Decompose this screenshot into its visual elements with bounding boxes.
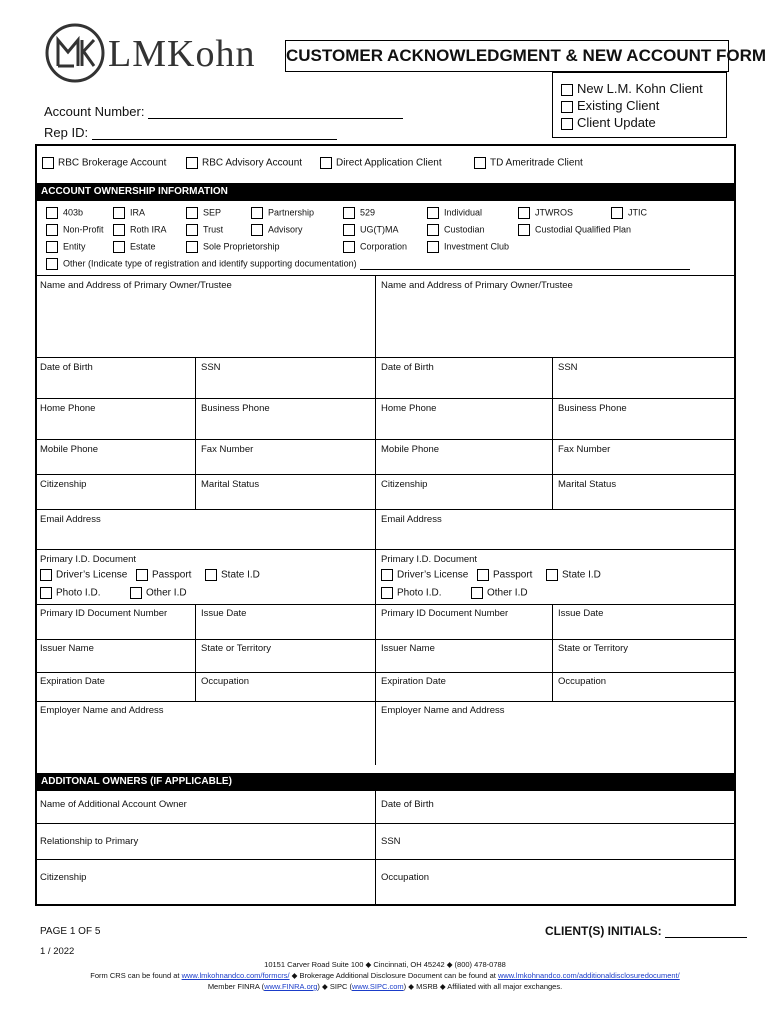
business-phone-label: Business Phone (558, 403, 627, 414)
expiration-label: Expiration Date (381, 676, 446, 687)
checkbox[interactable] (381, 587, 393, 599)
other-line[interactable] (360, 269, 690, 270)
checkbox[interactable] (186, 224, 198, 236)
grid-line (35, 275, 736, 276)
primary-name-address-label: Name and Address of Primary Owner/Trustee (381, 280, 573, 291)
state-label: State or Territory (558, 643, 629, 654)
dob-label: Date of Birth (40, 362, 93, 373)
client-option-update[interactable]: Client Update (561, 115, 656, 130)
grid-line (35, 439, 736, 440)
checkbox[interactable] (113, 224, 125, 236)
client-initials-field[interactable]: CLIENT(S) INITIALS: (545, 924, 747, 938)
marital-status-label: Marital Status (558, 479, 617, 490)
ownership-jtic[interactable]: JTIC (611, 207, 647, 219)
grid-line (35, 672, 736, 673)
ownership-sep[interactable]: SEP (186, 207, 221, 219)
sipc-link[interactable]: www.SIPC.com (351, 982, 404, 991)
dob-label: Date of Birth (381, 362, 434, 373)
employer-label: Employer Name and Address (381, 705, 505, 716)
id-passport[interactable]: Passport (136, 569, 191, 581)
checkbox[interactable] (343, 224, 355, 236)
checkbox[interactable] (205, 569, 217, 581)
grid-line (35, 604, 736, 605)
checkbox[interactable] (343, 207, 355, 219)
checkbox[interactable] (186, 207, 198, 219)
ownership-custodian[interactable]: Custodian (427, 224, 485, 236)
checkbox[interactable] (113, 241, 125, 253)
ownership-advisory[interactable]: Advisory (251, 224, 303, 236)
additional-dob-label: Date of Birth (381, 799, 434, 810)
grid-divider (552, 604, 553, 701)
account-type-direct[interactable]: Direct Application Client (320, 157, 442, 169)
email-label: Email Address (381, 514, 442, 525)
checkbox[interactable] (113, 207, 125, 219)
account-number-line[interactable] (148, 118, 403, 119)
grid-line (35, 509, 736, 510)
checkbox[interactable] (186, 241, 198, 253)
client-option-new[interactable]: New L.M. Kohn Client (561, 81, 703, 96)
rep-id-line[interactable] (92, 139, 337, 140)
checkbox[interactable] (518, 224, 530, 236)
checkbox[interactable] (471, 587, 483, 599)
ownership-investment-club[interactable]: Investment Club (427, 241, 509, 253)
additional-citizenship-label: Citizenship (40, 872, 87, 883)
additional-occupation-label: Occupation (381, 872, 430, 883)
id-drivers-license[interactable]: Driver’s License (40, 569, 127, 581)
finra-link[interactable]: www.FINRA.org (264, 982, 318, 991)
occupation-label: Occupation (201, 676, 250, 687)
checkbox[interactable] (561, 101, 573, 113)
issuer-label: Issuer Name (381, 643, 435, 654)
ownership-other[interactable]: Other (Indicate type of registration and identify supporting documentation) (46, 258, 690, 270)
checkbox[interactable] (381, 569, 393, 581)
logo-emblem-icon (44, 22, 106, 84)
checkbox[interactable] (611, 207, 623, 219)
checkbox[interactable] (474, 157, 486, 169)
checkbox[interactable] (561, 118, 573, 130)
grid-line (35, 639, 736, 640)
ownership-sole-proprietorship[interactable]: Sole Proprietorship (186, 241, 280, 253)
ownership-individual[interactable]: Individual (427, 207, 482, 219)
fax-label: Fax Number (558, 444, 611, 455)
checkbox[interactable] (46, 224, 58, 236)
additional-ssn-label: SSN (381, 836, 401, 847)
client-status-box (552, 72, 727, 138)
grid-divider (552, 357, 553, 509)
checkbox[interactable] (46, 258, 58, 270)
footer-address: 10151 Carver Road Suite 100 ◆ Cincinnati, OH 45242 ◆ (800) 478-0788 (264, 960, 506, 969)
ownership-estate[interactable]: Estate (113, 241, 156, 253)
ownership-trust[interactable]: Trust (186, 224, 223, 236)
grid-line (35, 357, 736, 358)
checkbox[interactable] (186, 157, 198, 169)
account-type-rbc-brokerage[interactable]: RBC Brokerage Account (42, 157, 166, 169)
grid-line (35, 398, 736, 399)
expiration-label: Expiration Date (40, 676, 105, 687)
id-passport[interactable]: Passport (477, 569, 532, 581)
checkbox[interactable] (251, 207, 263, 219)
id-drivers-license[interactable]: Driver’s License (381, 569, 468, 581)
grid-divider (195, 604, 196, 701)
checkbox[interactable] (518, 207, 530, 219)
checkbox[interactable] (320, 157, 332, 169)
rep-id-field[interactable]: Rep ID: (44, 125, 337, 140)
checkbox[interactable] (40, 569, 52, 581)
client-option-existing[interactable]: Existing Client (561, 98, 659, 113)
ownership-section-header: ACCOUNT OWNERSHIP INFORMATION (35, 183, 736, 201)
form-crs-link[interactable]: www.lmkohnandco.com/formcrs/ (181, 971, 290, 980)
footer-disclosures: Form CRS can be found at www.lmkohnandco.com/formcrs/ ◆ Brokerage Additional Disclosure Document can be found at www.lmkohnandco.com/additionaldisclosuredocument/ (90, 971, 680, 980)
id-number-label: Primary ID Document Number (381, 608, 509, 619)
page-number: PAGE 1 OF 5 (40, 926, 101, 937)
ownership-non-profit[interactable]: Non-Profit (46, 224, 104, 236)
ownership-custodial-qualified-plan[interactable]: Custodial Qualified Plan (518, 224, 631, 236)
ownership-ira[interactable]: IRA (113, 207, 145, 219)
mobile-phone-label: Mobile Phone (40, 444, 99, 455)
occupation-label: Occupation (558, 676, 607, 687)
account-type-rbc-advisory[interactable]: RBC Advisory Account (186, 157, 302, 169)
id-photo[interactable]: Photo I.D. (40, 587, 100, 599)
checkbox[interactable] (561, 84, 573, 96)
id-number-label: Primary ID Document Number (40, 608, 168, 619)
business-phone-label: Business Phone (201, 403, 270, 414)
id-state[interactable]: State I.D (205, 569, 260, 581)
grid-divider (375, 791, 376, 905)
additional-owner-name-label: Name of Additional Account Owner (40, 799, 187, 810)
ssn-label: SSN (201, 362, 221, 373)
ownership-529[interactable]: 529 (343, 207, 375, 219)
home-phone-label: Home Phone (40, 403, 96, 414)
checkbox[interactable] (136, 569, 148, 581)
ssn-label: SSN (558, 362, 578, 373)
checkbox[interactable] (546, 569, 558, 581)
id-other[interactable]: Other I.D (471, 587, 528, 599)
id-other[interactable]: Other I.D (130, 587, 187, 599)
account-type-td-ameritrade[interactable]: TD Ameritrade Client (474, 157, 583, 169)
checkbox[interactable] (42, 157, 54, 169)
marital-status-label: Marital Status (201, 479, 260, 490)
fax-label: Fax Number (201, 444, 254, 455)
footer-memberships: Member FINRA (www.FINRA.org) ◆ SIPC (www.SIPC.com) ◆ MSRB ◆ Affiliated with all major exchanges. (207, 982, 563, 991)
grid-divider (195, 357, 196, 509)
id-state[interactable]: State I.D (546, 569, 601, 581)
grid-line (35, 859, 736, 860)
checkbox[interactable] (251, 224, 263, 236)
ownership-ugtma[interactable]: UG(T)MA (343, 224, 399, 236)
ownership-corporation[interactable]: Corporation (343, 241, 407, 253)
employer-label: Employer Name and Address (40, 705, 164, 716)
grid-line (35, 549, 736, 550)
relationship-label: Relationship to Primary (40, 836, 139, 847)
checkbox[interactable] (477, 569, 489, 581)
grid-line (35, 823, 736, 824)
home-phone-label: Home Phone (381, 403, 437, 414)
checkbox[interactable] (427, 224, 439, 236)
ownership-entity[interactable]: Entity (46, 241, 86, 253)
issue-date-label: Issue Date (558, 608, 604, 619)
form-title: CUSTOMER ACKNOWLEDGMENT & NEW ACCOUNT FORM (285, 40, 729, 72)
checkbox[interactable] (40, 587, 52, 599)
ownership-roth-ira[interactable]: Roth IRA (113, 224, 167, 236)
additional-owners-header: ADDITONAL OWNERS (IF APPLICABLE) (35, 773, 736, 791)
ownership-partnership[interactable]: Partnership (251, 207, 314, 219)
account-number-field[interactable]: Account Number: (44, 104, 403, 119)
form-date: 1 / 2022 (40, 946, 75, 957)
grid-divider (375, 275, 376, 765)
id-photo[interactable]: Photo I.D. (381, 587, 441, 599)
checkbox[interactable] (343, 241, 355, 253)
citizenship-label: Citizenship (381, 479, 428, 490)
email-label: Email Address (40, 514, 101, 525)
checkbox[interactable] (46, 241, 58, 253)
primary-name-address-label: Name and Address of Primary Owner/Trustee (40, 280, 232, 291)
issue-date-label: Issue Date (201, 608, 247, 619)
mobile-phone-label: Mobile Phone (381, 444, 440, 455)
company-logo (44, 22, 284, 84)
checkbox[interactable] (427, 241, 439, 253)
ownership-jtwros[interactable]: JTWROS (518, 207, 573, 219)
state-label: State or Territory (201, 643, 272, 654)
issuer-label: Issuer Name (40, 643, 94, 654)
ownership-403b[interactable]: 403b (46, 207, 83, 219)
checkbox[interactable] (130, 587, 142, 599)
primary-id-label: Primary I.D. Document (381, 554, 478, 565)
logo-text: LMKohn (108, 33, 256, 75)
initials-line[interactable] (665, 937, 747, 938)
grid-line (35, 701, 736, 702)
grid-line (35, 474, 736, 475)
citizenship-label: Citizenship (40, 479, 87, 490)
primary-id-label: Primary I.D. Document (40, 554, 137, 565)
checkbox[interactable] (427, 207, 439, 219)
checkbox[interactable] (46, 207, 58, 219)
disclosure-doc-link[interactable]: www.lmkohnandco.com/additionaldisclosuredocument/ (497, 971, 680, 980)
